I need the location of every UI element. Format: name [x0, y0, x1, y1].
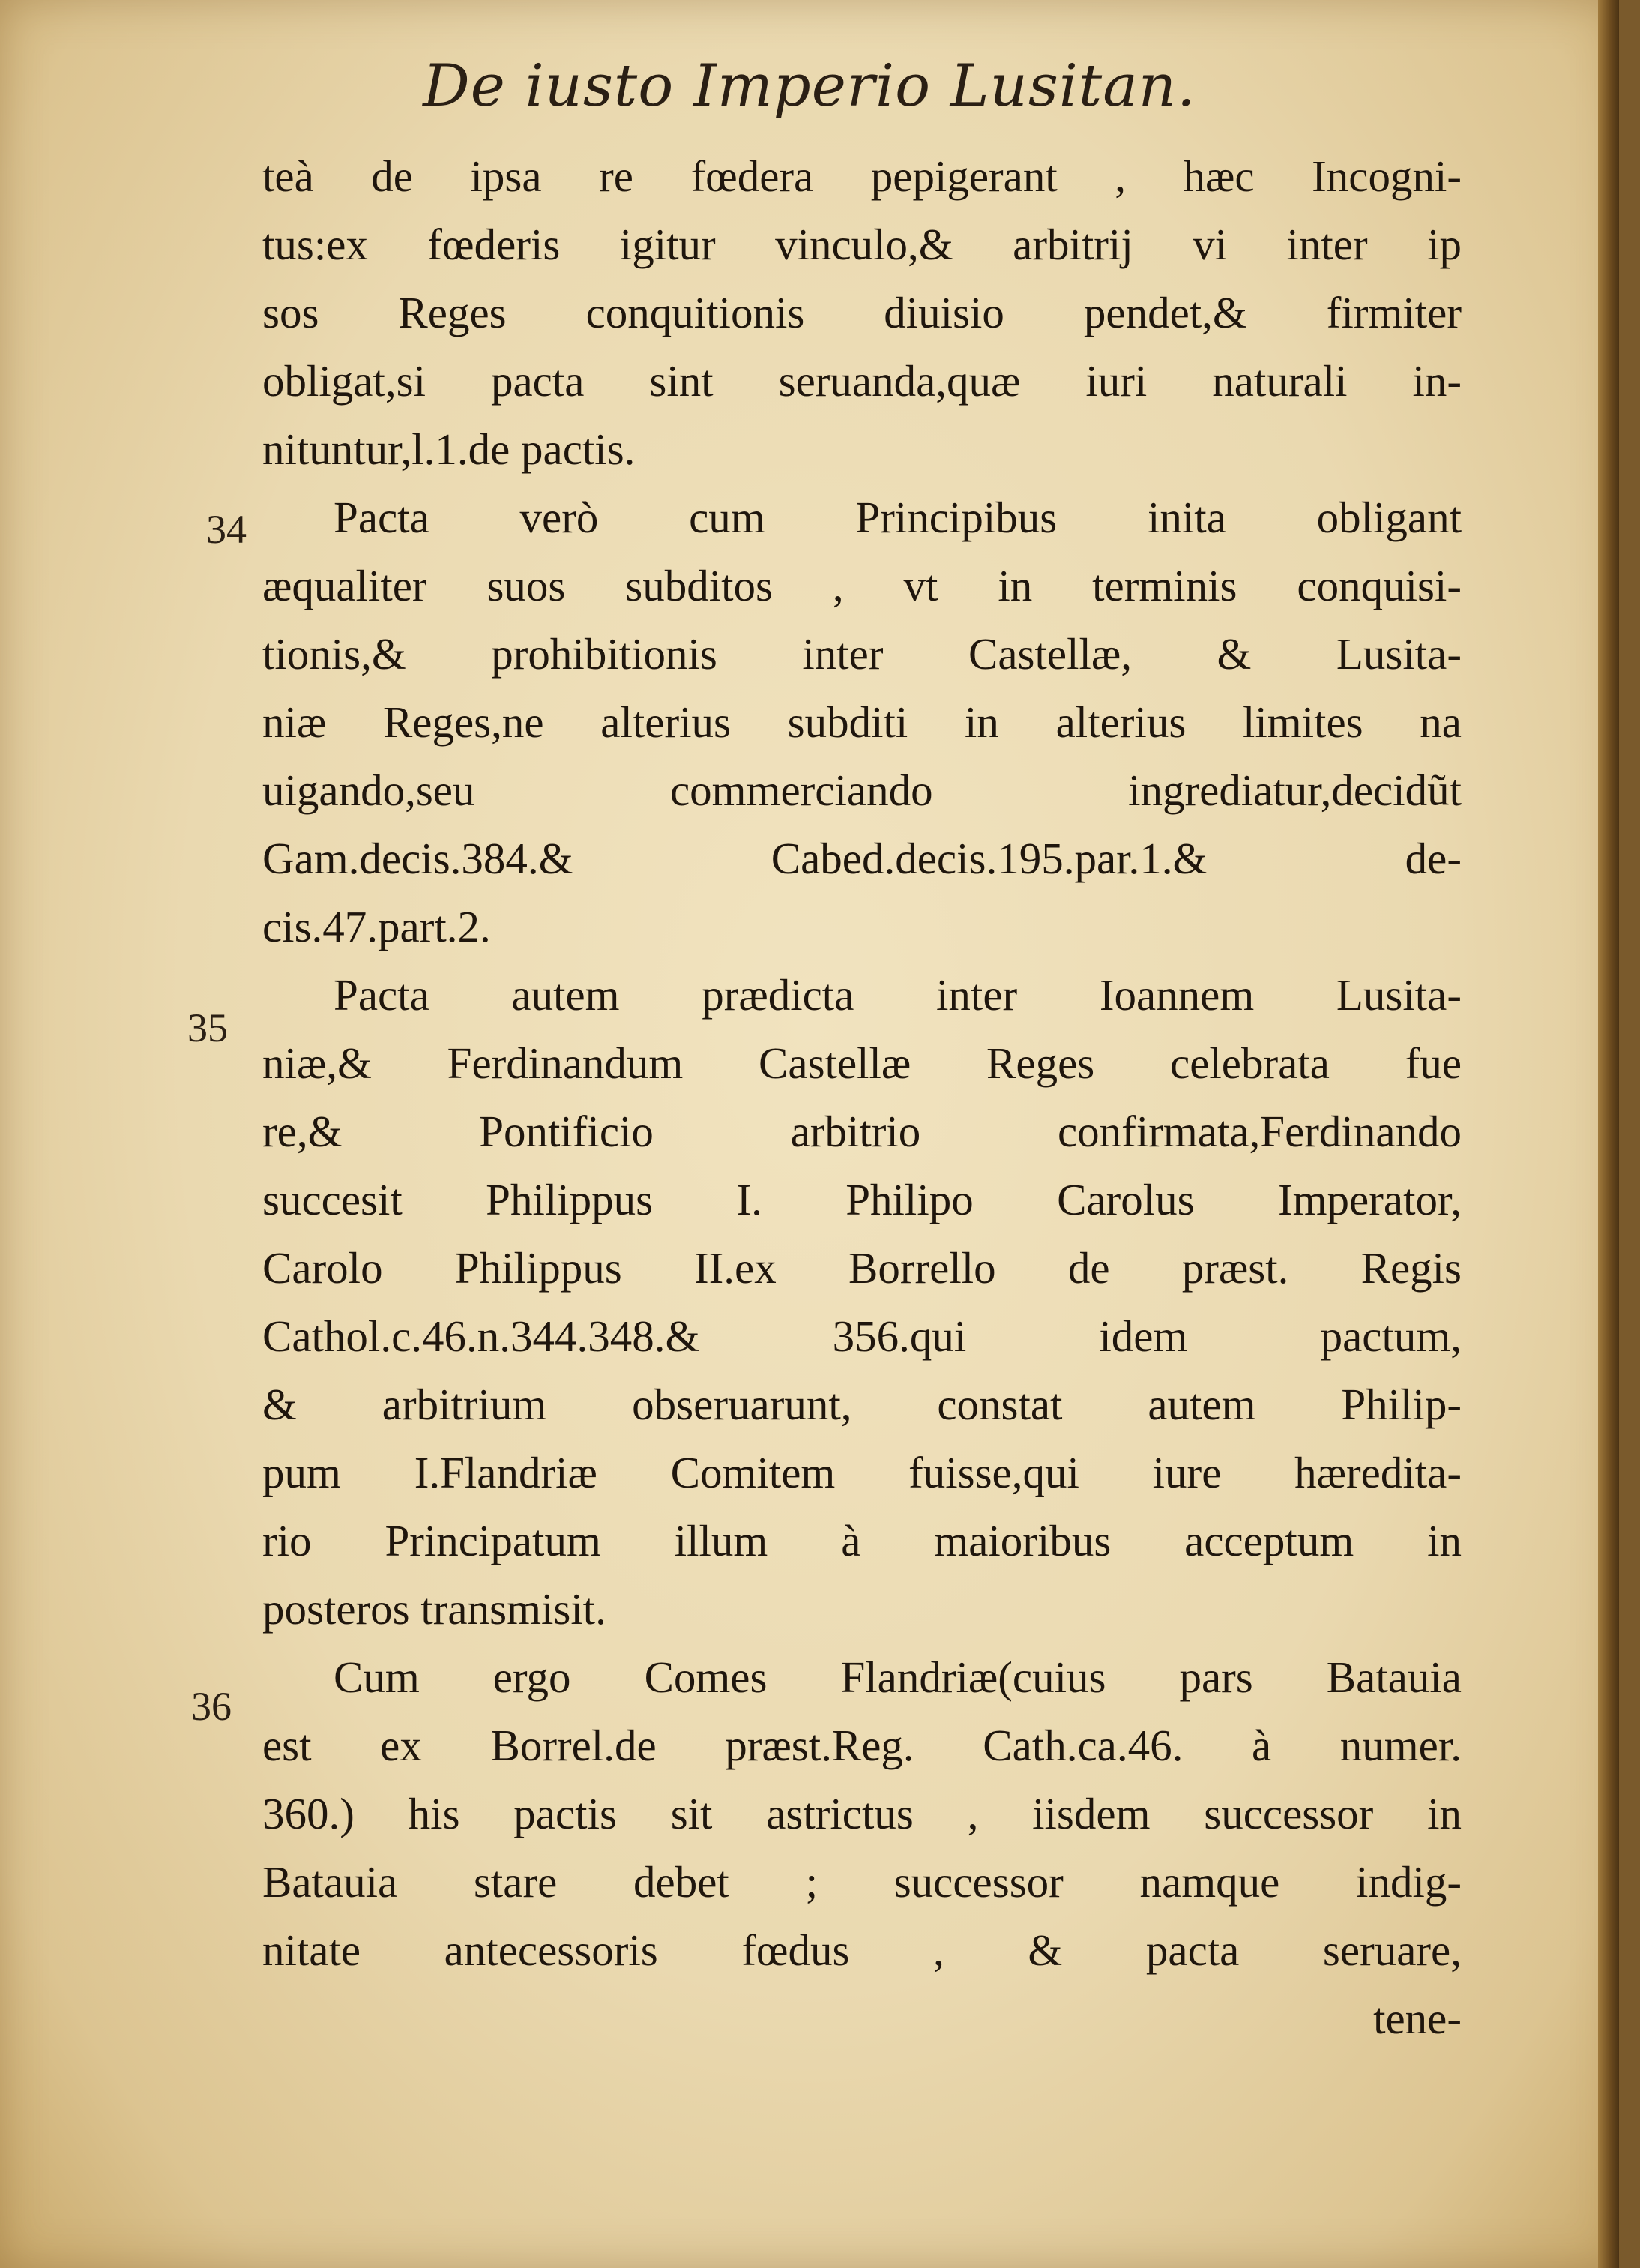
text-line: sos Reges conquitionis diuisio pendet,& firmiter: [262, 288, 1462, 337]
text-line: Gam.decis.384.& Cabed.decis.195.par.1.& de-: [262, 834, 1462, 883]
margin-number-35: 35: [187, 1005, 228, 1050]
text-line: Cathol.c.46.n.344.348.& 356.qui idem pactum,: [262, 1311, 1462, 1361]
text-line: æqualiter suos subditos , vt in terminis conquisi-: [262, 561, 1462, 610]
text-line: uigando,seu commerciando ingrediatur,decidũt: [262, 765, 1462, 815]
running-head: De iusto Imperio Lusitan.: [423, 52, 1196, 120]
text-line: & arbitrium obseruarunt, constat autem Philip-: [262, 1380, 1462, 1429]
text-line: 360.) his pactis sit astrictus , iisdem successor in: [262, 1789, 1462, 1838]
text-line: nitate antecessoris fœdus , & pacta seruare,: [262, 1925, 1462, 1975]
text-line: rio Principatum illum à maioribus acceptum in: [262, 1516, 1462, 1565]
margin-number-36: 36: [191, 1684, 232, 1729]
text-line: obligat,si pacta sint seruanda,quæ iuri naturali in-: [262, 356, 1462, 406]
text-line: tionis,& prohibitionis inter Castellæ, & Lusita-: [262, 629, 1462, 679]
text-line: niæ Reges,ne alterius subditi in alterius limites na: [262, 697, 1462, 747]
text-line: nituntur,l.1.de pactis.: [262, 424, 636, 474]
text-line: succesit Philippus I. Philipo Carolus Imperator,: [262, 1175, 1462, 1224]
catchword: tene-: [1373, 1994, 1462, 2043]
text-line: pum I.Flandriæ Comitem fuisse,qui iure hæredita-: [262, 1448, 1462, 1497]
page-edge: [1598, 0, 1619, 2268]
text-line: niæ,& Ferdinandum Castellæ Reges celebrata fue: [262, 1038, 1462, 1088]
text-line: Pacta autem prædicta inter Ioannem Lusita-: [334, 970, 1462, 1020]
text-line: teà de ipsa re fœdera pepigerant , hæc Incogni-: [262, 151, 1462, 201]
text-line: Cum ergo Comes Flandriæ(cuius pars Batauia: [334, 1652, 1462, 1702]
text-line: Batauia stare debet ; successor namque indig-: [262, 1857, 1462, 1907]
margin-number-34: 34: [206, 507, 247, 552]
text-line: Pacta verò cum Principibus inita obligant: [334, 493, 1462, 542]
text-line: est ex Borrel.de præst.Reg. Cath.ca.46. à numer.: [262, 1721, 1462, 1770]
text-line: tus:ex fœderis igitur vinculo,& arbitrij vi inter ip: [262, 220, 1462, 269]
text-line: cis.47.part.2.: [262, 902, 491, 951]
text-line: posteros transmisit.: [262, 1584, 606, 1634]
text-line: re,& Pontificio arbitrio confirmata,Ferdinando: [262, 1107, 1462, 1156]
text-line: Carolo Philippus II.ex Borrello de præst. Regis: [262, 1243, 1462, 1293]
